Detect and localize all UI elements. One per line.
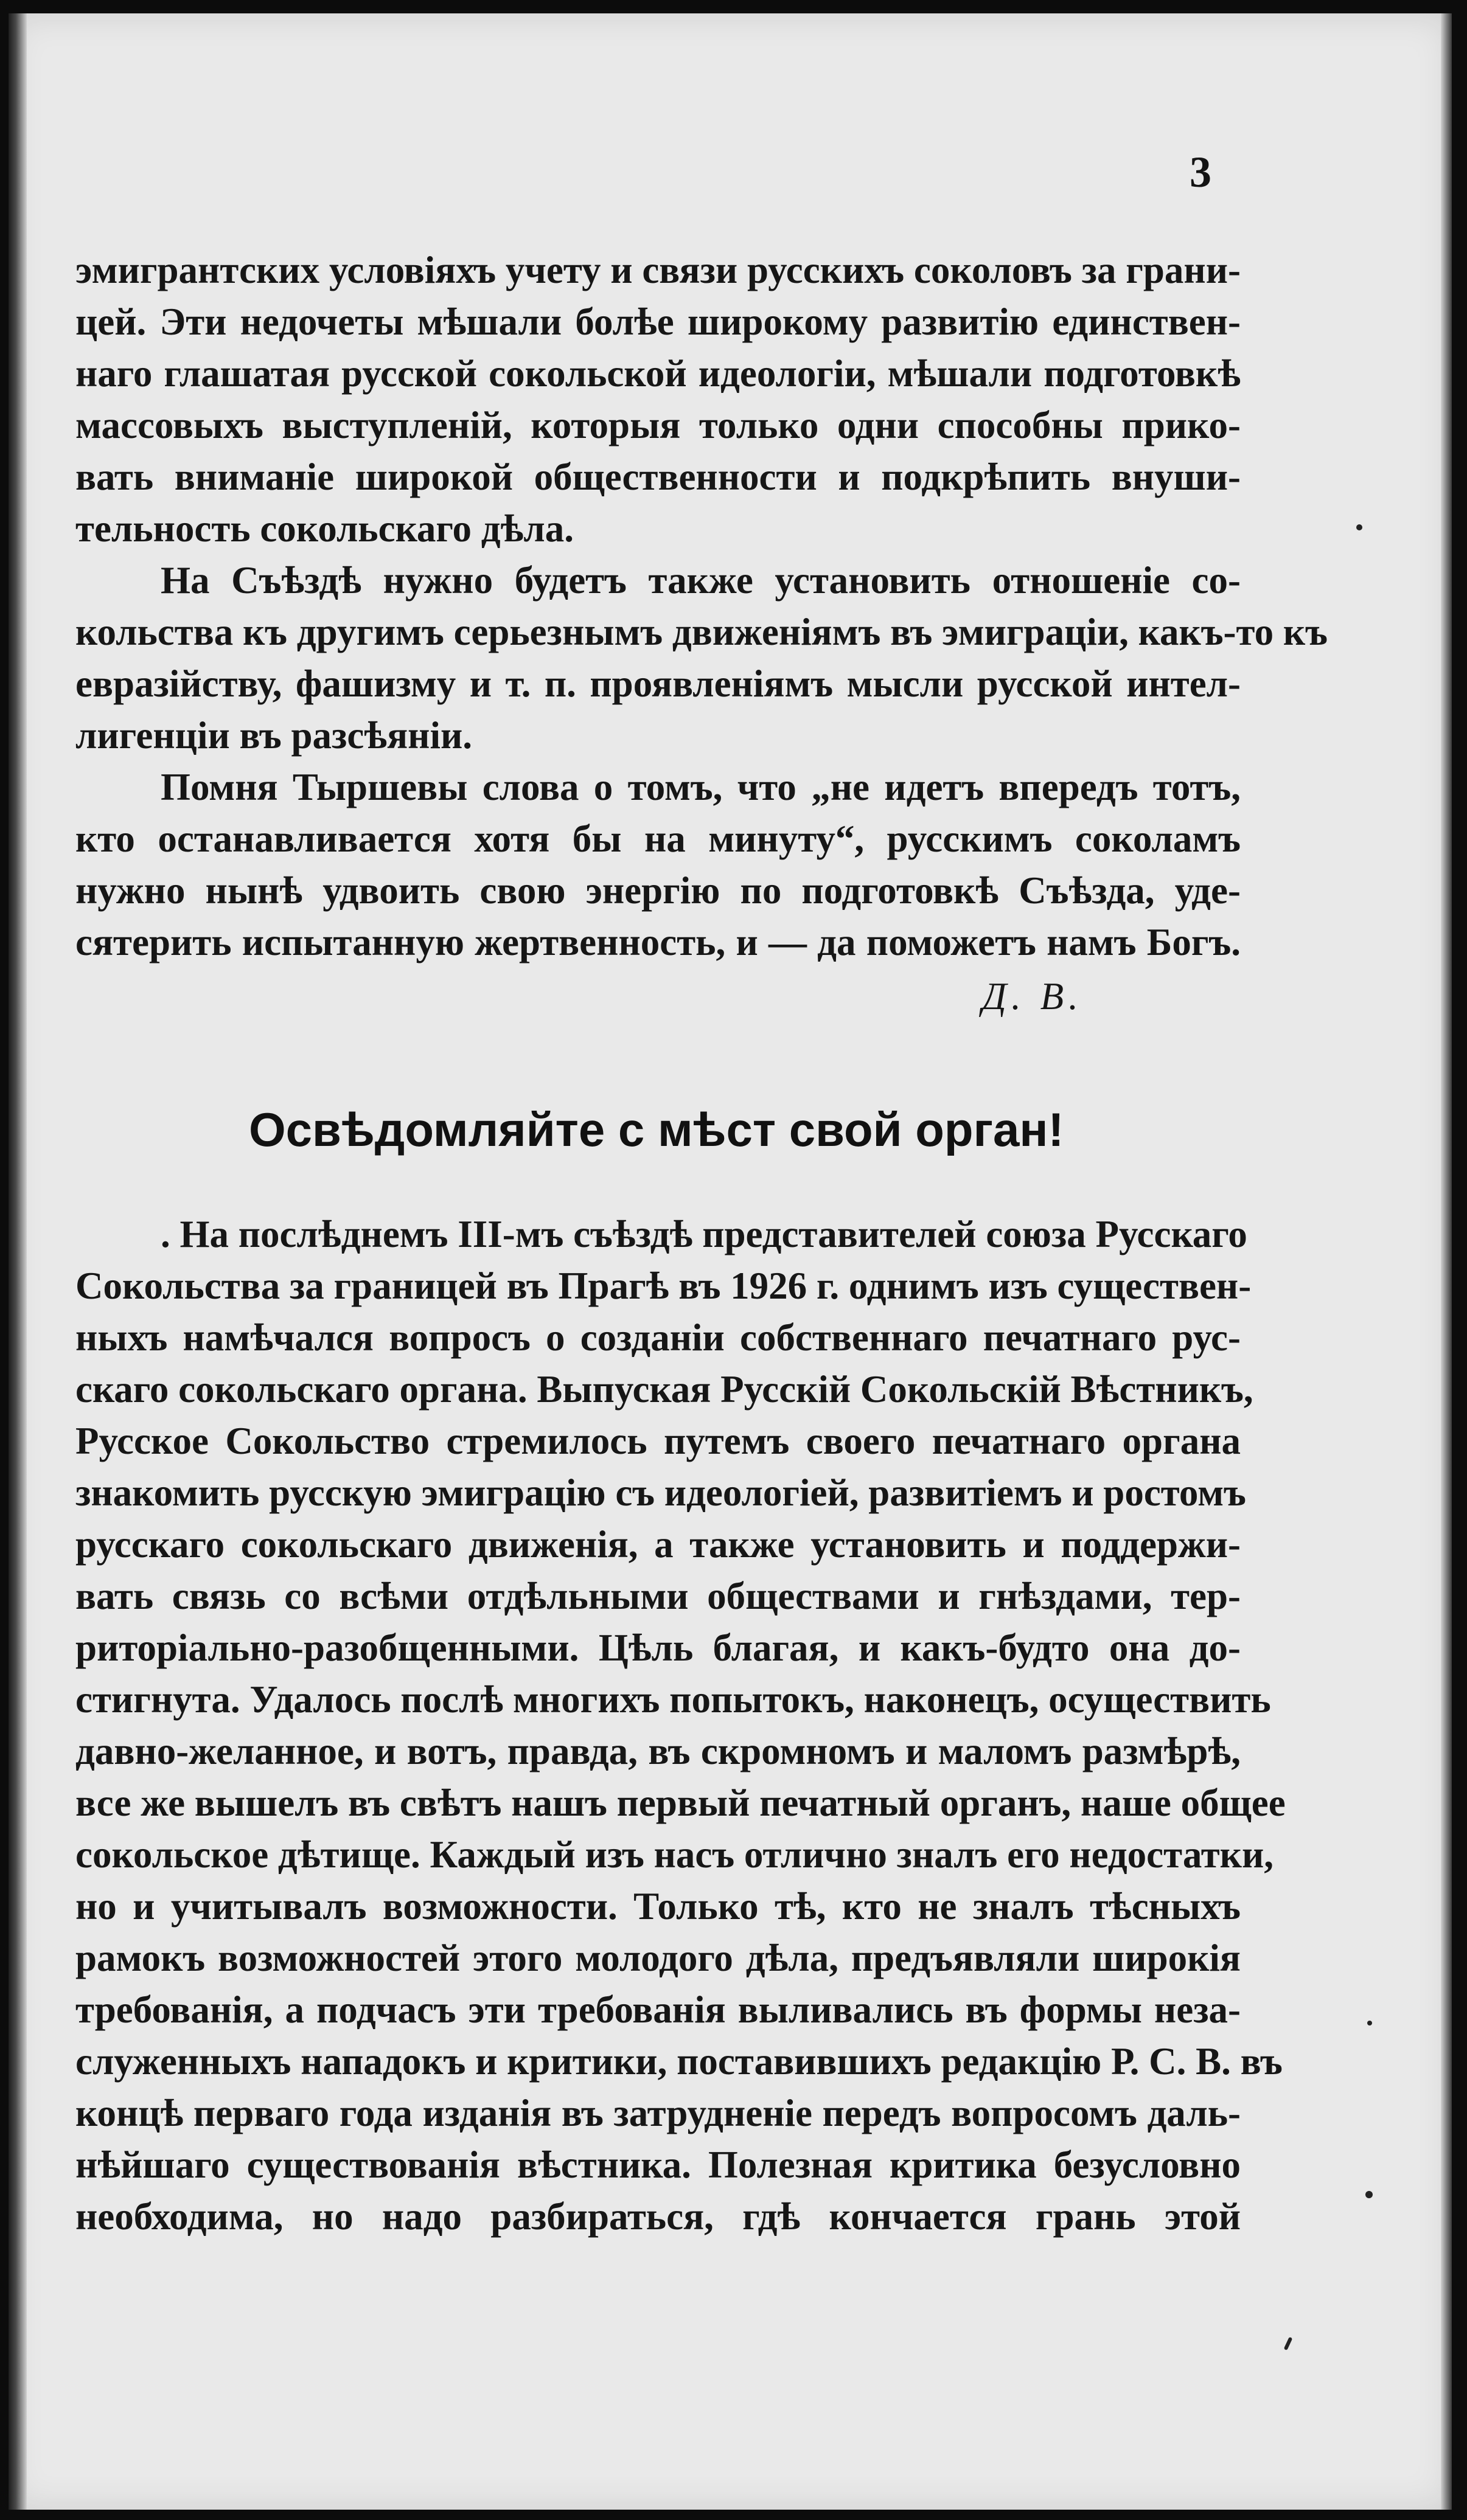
ink-speck [1284,2337,1293,2350]
text-line: Сокольства за границей въ Прагѣ въ 1926 г. однимъ изъ существен- [75,1265,1252,1307]
text-line: но и учитывалъ возможности. Только тѣ, кто не зналъ тѣсныхъ [75,1885,1241,1928]
scanned-page [9,13,1452,2510]
text-line: знакомить русскую эмиграцiю съ идеологiей, развитiемъ и ростомъ [75,1471,1246,1514]
author-signature: Д. В. [982,975,1083,1018]
text-line: необходима, но надо разбираться, гдѣ кончается грань этой [75,2195,1241,2238]
text-line: Помня Тыршевы слова о томъ, что „не идетъ впередъ тотъ, [161,766,1241,808]
article-body [75,1209,1286,2243]
text-line: На Съѣздѣ нужно будетъ также установить отношенiе со- [161,559,1241,602]
text-line: сятерить испытанную жертвенность, и — да поможетъ намъ Богъ. [75,921,1241,963]
text-line: нѣйшаго существованiя вѣстника. Полезная критика безусловно [75,2143,1241,2186]
text-line: цей. Эти недочеты мѣшали болѣе широкому развитiю единствен- [75,300,1241,343]
text-line: требованiя, а подчасъ эти требованiя выливались въ формы неза- [75,1988,1241,2031]
text-line: вать связь со всѣми отдѣльными обществами и гнѣздами, тер- [75,1575,1241,1617]
text-line: эмигрантских условiяхъ учету и связи русскихъ соколовъ за грани- [75,249,1241,291]
text-line: лигенцiи въ разсѣянiи. [75,714,473,757]
text-line: скаго сокольскаго органа. Выпуская Русскiй Сокольскiй Вѣстникъ, [75,1368,1253,1411]
text-line: вать вниманiе широкой общественности и подкрѣпить внуши- [75,456,1241,498]
text-line: русскаго сокольскаго движенiя, а также установить и поддержи- [75,1523,1241,1566]
text-line: евразiйству, фашизму и т. п. проявленiямъ мысли русской интел- [75,662,1241,705]
text-line: Русское Сокольство стремилось путемъ своего печатнаго органа [75,1420,1241,1462]
text-line: наго глашатая русской сокольской идеологiи, мѣшали подготовкѣ [75,352,1241,395]
text-line: кто останавливается хотя бы на минуту“, русскимъ соколамъ [75,817,1241,860]
text-line: сокольское дѣтище. Каждый изъ насъ отлично зналъ его недостатки, [75,1833,1274,1876]
page-number: 3 [1190,148,1211,196]
text-line: стигнута. Удалось послѣ многихъ попытокъ, наконецъ, осуществить [75,1678,1271,1721]
ink-speck [1367,2021,1372,2025]
ink-speck [1365,2191,1373,2198]
text-line: риторiально-разобщенными. Цѣль благая, и какъ-будто она до- [75,1626,1241,1669]
text-line: служенныхъ нападокъ и критики, поставившихъ редакцiю Р. С. В. въ [75,2040,1283,2083]
article-ending [75,245,1328,968]
text-line: концѣ перваго года изданiя въ затрудненiе передъ вопросомъ даль- [75,2092,1241,2134]
text-line: рамокъ возможностей этого молодого дѣла, предъявляли широкiя [75,1937,1241,1979]
text-line: тельность сокольскаго дѣла. [75,507,574,550]
page-right-edge [1441,13,1452,2510]
text-line: кольства къ другимъ серьезнымъ движенiямъ въ эмиграцiи, какъ-то къ [75,611,1328,653]
text-line: ныхъ намѣчался вопросъ о созданiи собственнаго печатнаго рус- [75,1316,1241,1359]
page-left-edge [9,13,27,2510]
text-line: массовыхъ выступленiй, которыя только одни способны прико- [75,404,1241,446]
text-line: нужно нынѣ удвоить свою энергiю по подготовкѣ Съѣзда, уде- [75,869,1241,912]
section-heading: Освѣдомляйте с мѣст свой орган! [249,1103,1064,1156]
text-line: . На послѣднемъ III-мъ съѣздѣ представителей союза Русскаго [161,1213,1247,1255]
text-line: давно-желанное, и вотъ, правда, въ скромномъ и маломъ размѣрѣ, [75,1730,1241,1772]
ink-speck [1356,524,1362,530]
text-line: все же вышелъ въ свѣтъ нашъ первый печатный органъ, наше общее [75,1782,1286,1824]
